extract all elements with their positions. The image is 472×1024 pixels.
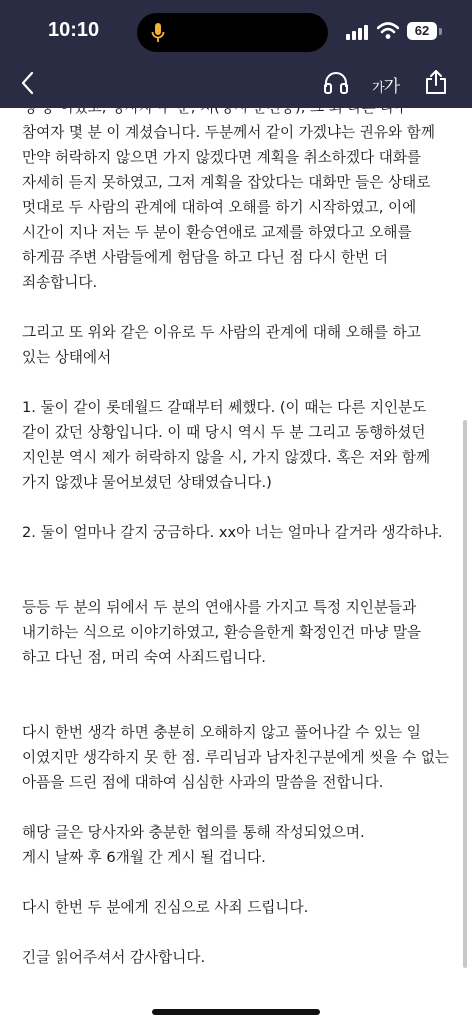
status-time: 10:10 <box>48 19 100 41</box>
paragraph: 긴글 읽어주셔서 감사합니다. <box>22 949 206 966</box>
wifi-icon <box>377 22 399 40</box>
battery-cap <box>439 28 442 35</box>
back-arrow-icon[interactable] <box>18 70 38 96</box>
cellular-signal-icon <box>346 24 370 40</box>
article-body <box>0 95 472 1024</box>
top-bar <box>0 0 472 108</box>
share-icon[interactable] <box>424 69 448 95</box>
paragraph: 등등 두 분의 뒤에서 두 분의 연애사를 가지고 특정 지인분들과 내기하는 식으로 이야기하였고, 환승을한게 확정인건 마냥 말을 하고 다닌 점, 머리 숙여 사죄드립니다. <box>22 599 422 666</box>
font-size-small-label: 가 <box>372 81 384 96</box>
paragraph: 해당 글은 당사자와 충분한 협의를 통해 작성되었으며. 게시 날짜 후 6개월 간 게시 될 겁니다. <box>22 824 365 866</box>
font-size-button[interactable] <box>372 72 399 97</box>
paragraph: 2. 둘이 얼마나 갈지 궁금하다. xx아 너는 얼마나 갈거라 생각하냐. <box>22 524 443 541</box>
paragraph: 1. 둘이 같이 롯데월드 갈때부터 쎄했다. (이 때는 다른 지인분도 같이 갔던 상황입니다. 이 때 당시 역시 두 분 그리고 동행하셨던 지인분 역시 제가 허락하지 않을 시, 가지 않겠다. 혹은 저와 함께 가지 않겠냐 물어보셨던 상태였습니다.) <box>22 399 431 491</box>
paragraph: 그리고 또 위와 같은 이유로 두 사람의 관계에 대해 오해를 하고 있는 상태에서 <box>22 324 421 366</box>
article-text <box>22 95 452 970</box>
paragraph: 참여자 몇 분 이 계셨습니다. 두분께서 같이 가겠냐는 권유와 함께 만약 허락하지 않으면 가지 않겠다면 계획을 취소하겠다 대화를 자세히 듣지 못하였고, 그저 계획을 잡았다는 대화만 들은 상태로 멋대로 두 사람의 관계에 대하여 오해를 하기 시작하였고, 이에 시간이 지나 저는 두 분이 환승연애로 교제를 하였다고 오해를 하게끔 주변 사람들에게 험담을 하고 다닌 점 다시 한번 더 죄송합니다. <box>22 124 435 291</box>
scrollbar-thumb[interactable] <box>463 420 467 968</box>
headphones-icon[interactable] <box>323 71 349 95</box>
font-size-large-label: 가 <box>383 77 399 97</box>
home-indicator[interactable] <box>152 1009 320 1015</box>
microphone-icon <box>151 22 165 44</box>
paragraph: 다시 한번 두 분에게 진심으로 사죄 드립니다. <box>22 899 309 916</box>
battery-indicator: 62 <box>407 22 437 40</box>
dynamic-island <box>137 13 328 52</box>
paragraph: 다시 한번 생각 하면 충분히 오해하지 않고 풀어나갈 수 있는 일 이였지만 생각하지 못 한 점. 루리님과 남자친구분에게 씻을 수 없는 아픔을 드린 점에 대하여 심심한 사과의 말씀을 전합니다. <box>22 724 450 791</box>
